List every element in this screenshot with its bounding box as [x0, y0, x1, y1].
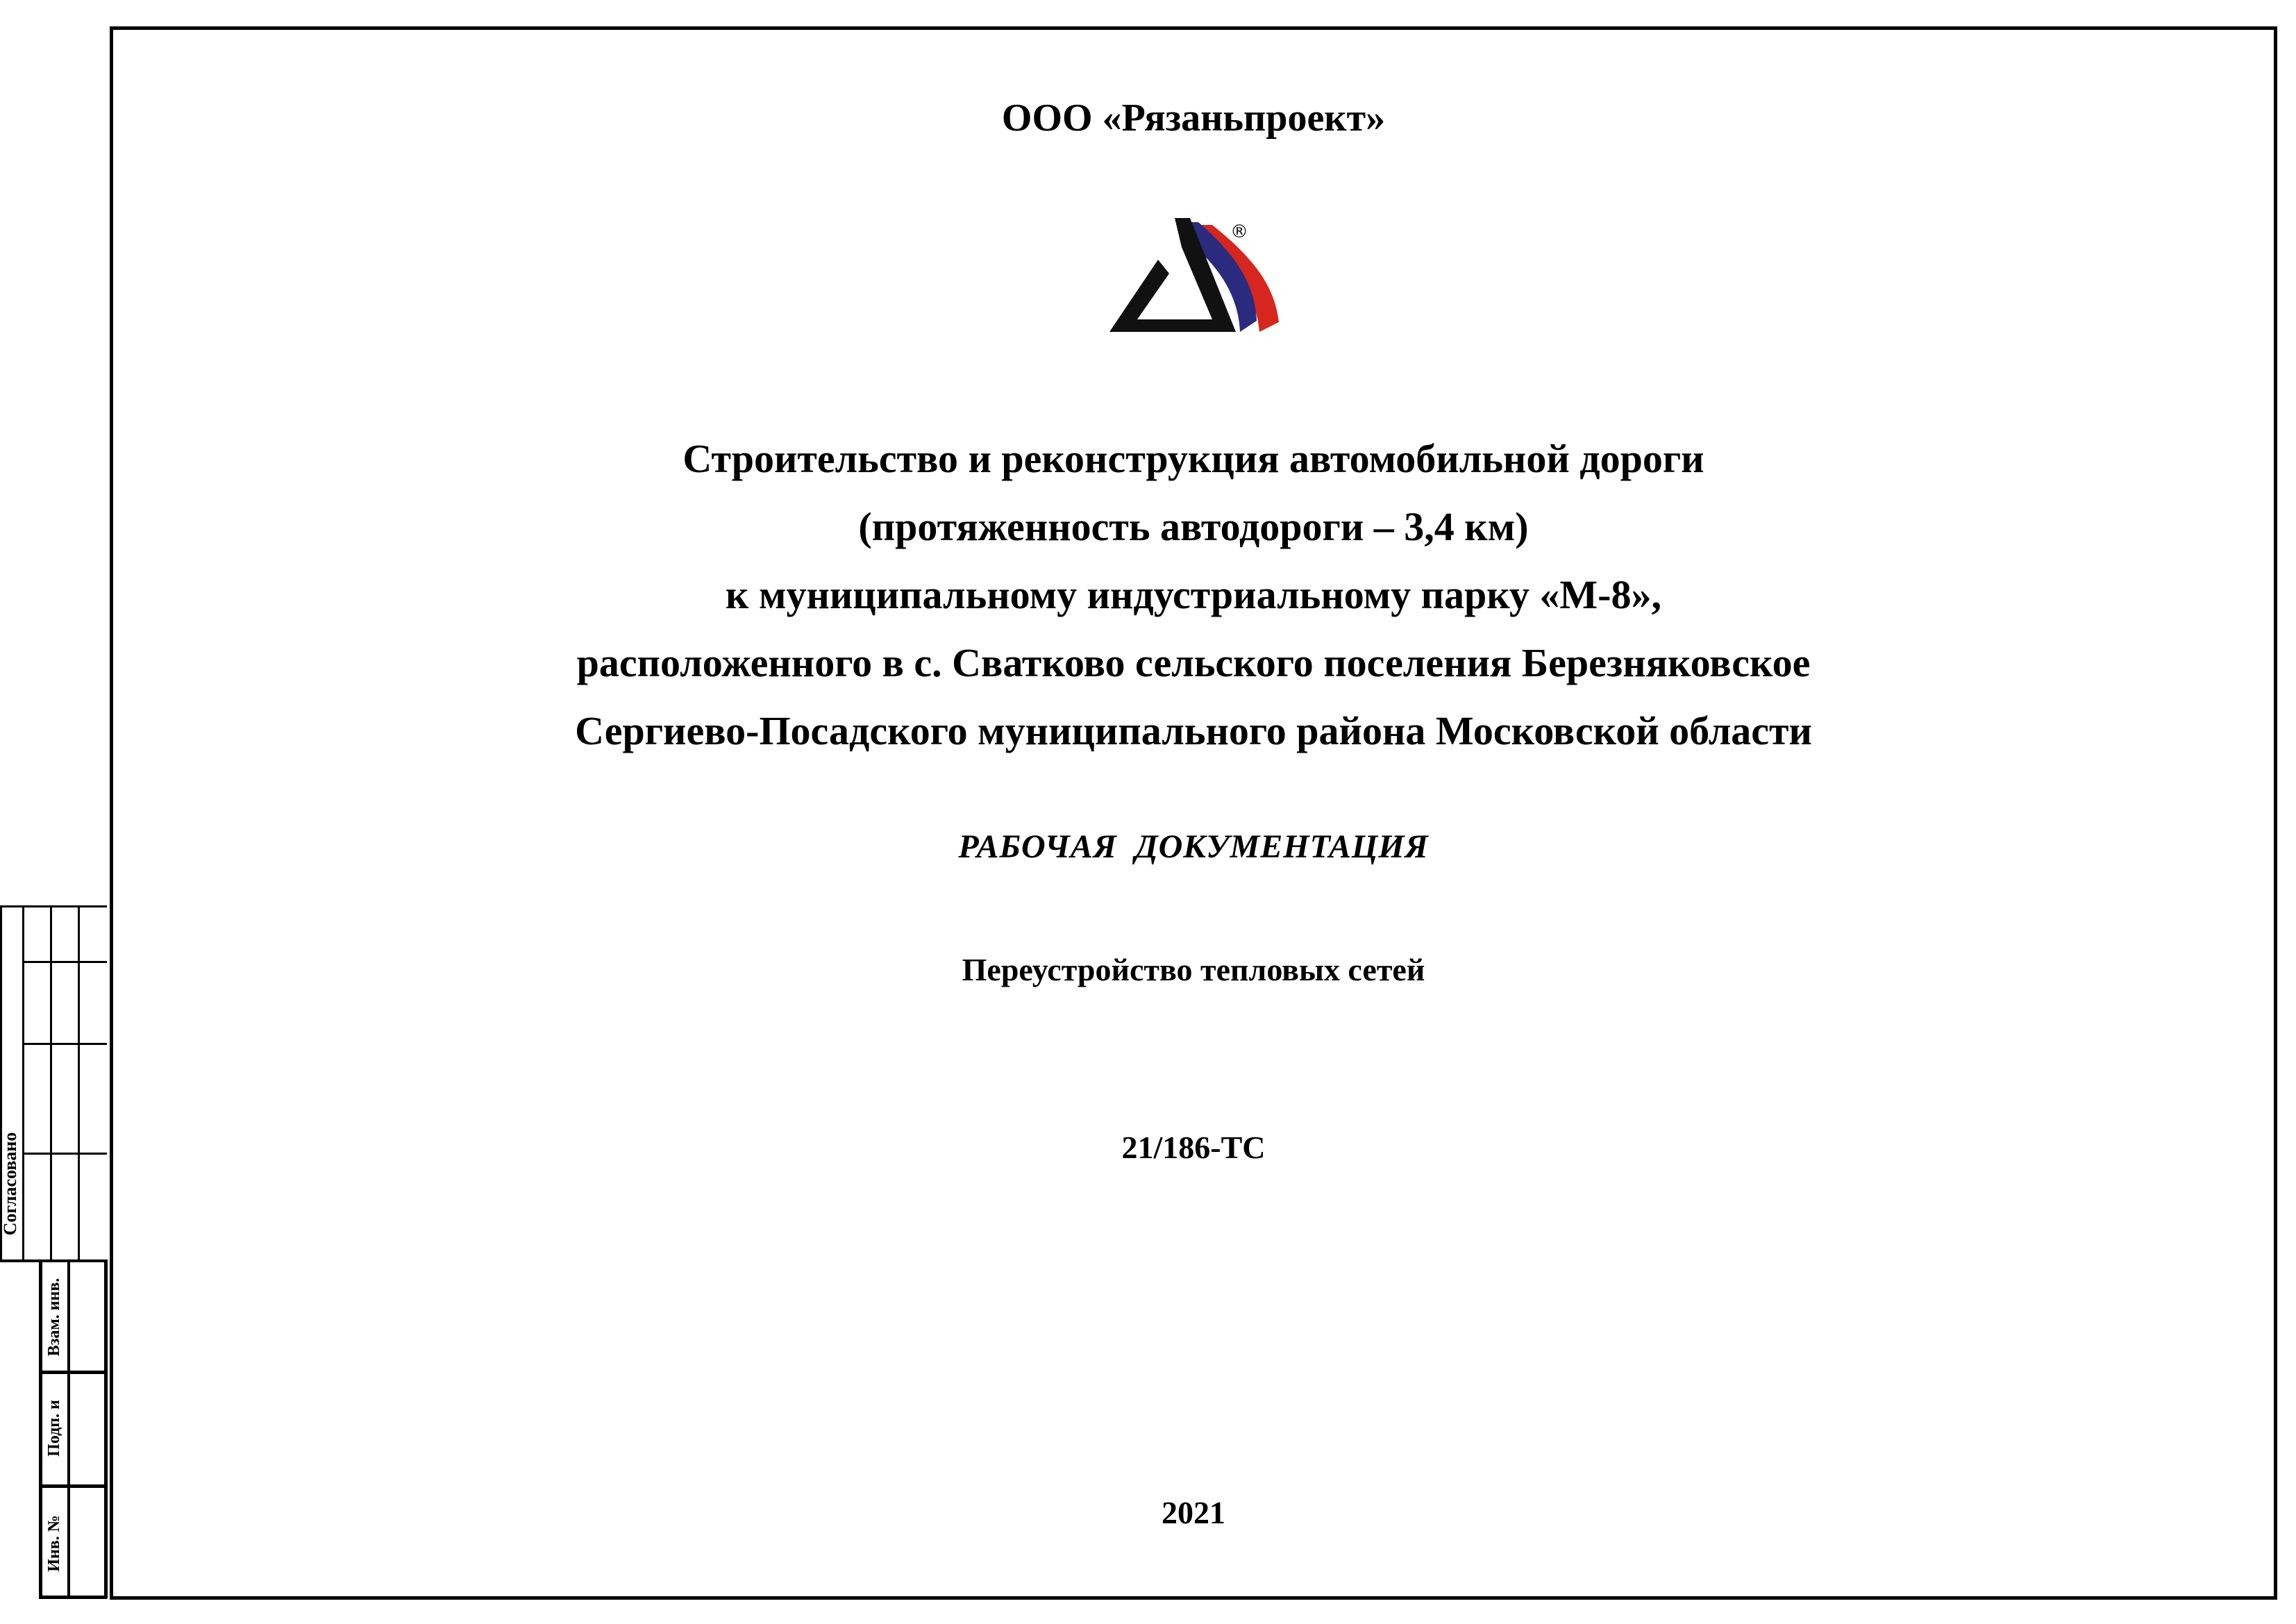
document-year: 2021: [1162, 1495, 1225, 1530]
stamp-line: [50, 905, 52, 1261]
stamp-line: [104, 1259, 108, 1598]
title-line-1: Строительство и реконструкция автомобильной дороги: [682, 436, 1704, 481]
documentation-type: РАБОЧАЯ ДОКУМЕНТАЦИЯ: [958, 828, 1429, 865]
stamp-line: [22, 961, 107, 963]
approved-label: Согласовано: [0, 1132, 20, 1236]
inv-no-label: Инв. №: [45, 1515, 63, 1572]
stamp-line: [78, 905, 80, 1261]
replaced-inv-label: Взам. инв.: [45, 1278, 63, 1357]
title-line-3: к муниципальному индустриальному парку «М-8»,: [726, 572, 1661, 617]
stamp-line: [22, 905, 24, 1261]
stamp-line: [0, 905, 107, 907]
title-line-5: Сергиево-Посадского муниципального района Московской области: [575, 708, 1812, 753]
signature-date-label: Подп. и: [45, 1400, 63, 1457]
section-name: Переустройство тепловых сетей: [962, 952, 1425, 987]
project-title: [110, 425, 2277, 765]
ryazanproekt-logo: [1108, 217, 1284, 335]
company-name: ООО «Рязаньпроект»: [1001, 97, 1386, 140]
title-line-4: расположенного в с. Сватково сельского поселения Березняковское: [576, 640, 1811, 685]
stamp-line: [22, 1153, 107, 1155]
document-code: 21/186-ТС: [1121, 1130, 1266, 1165]
title-line-2: (протяженность автодороги – 3,4 км): [858, 504, 1529, 549]
stamp-line: [67, 1259, 70, 1598]
stamp-line: [39, 1259, 42, 1598]
stamp-line: [22, 1043, 107, 1045]
registered-mark: ®: [1230, 221, 1248, 242]
